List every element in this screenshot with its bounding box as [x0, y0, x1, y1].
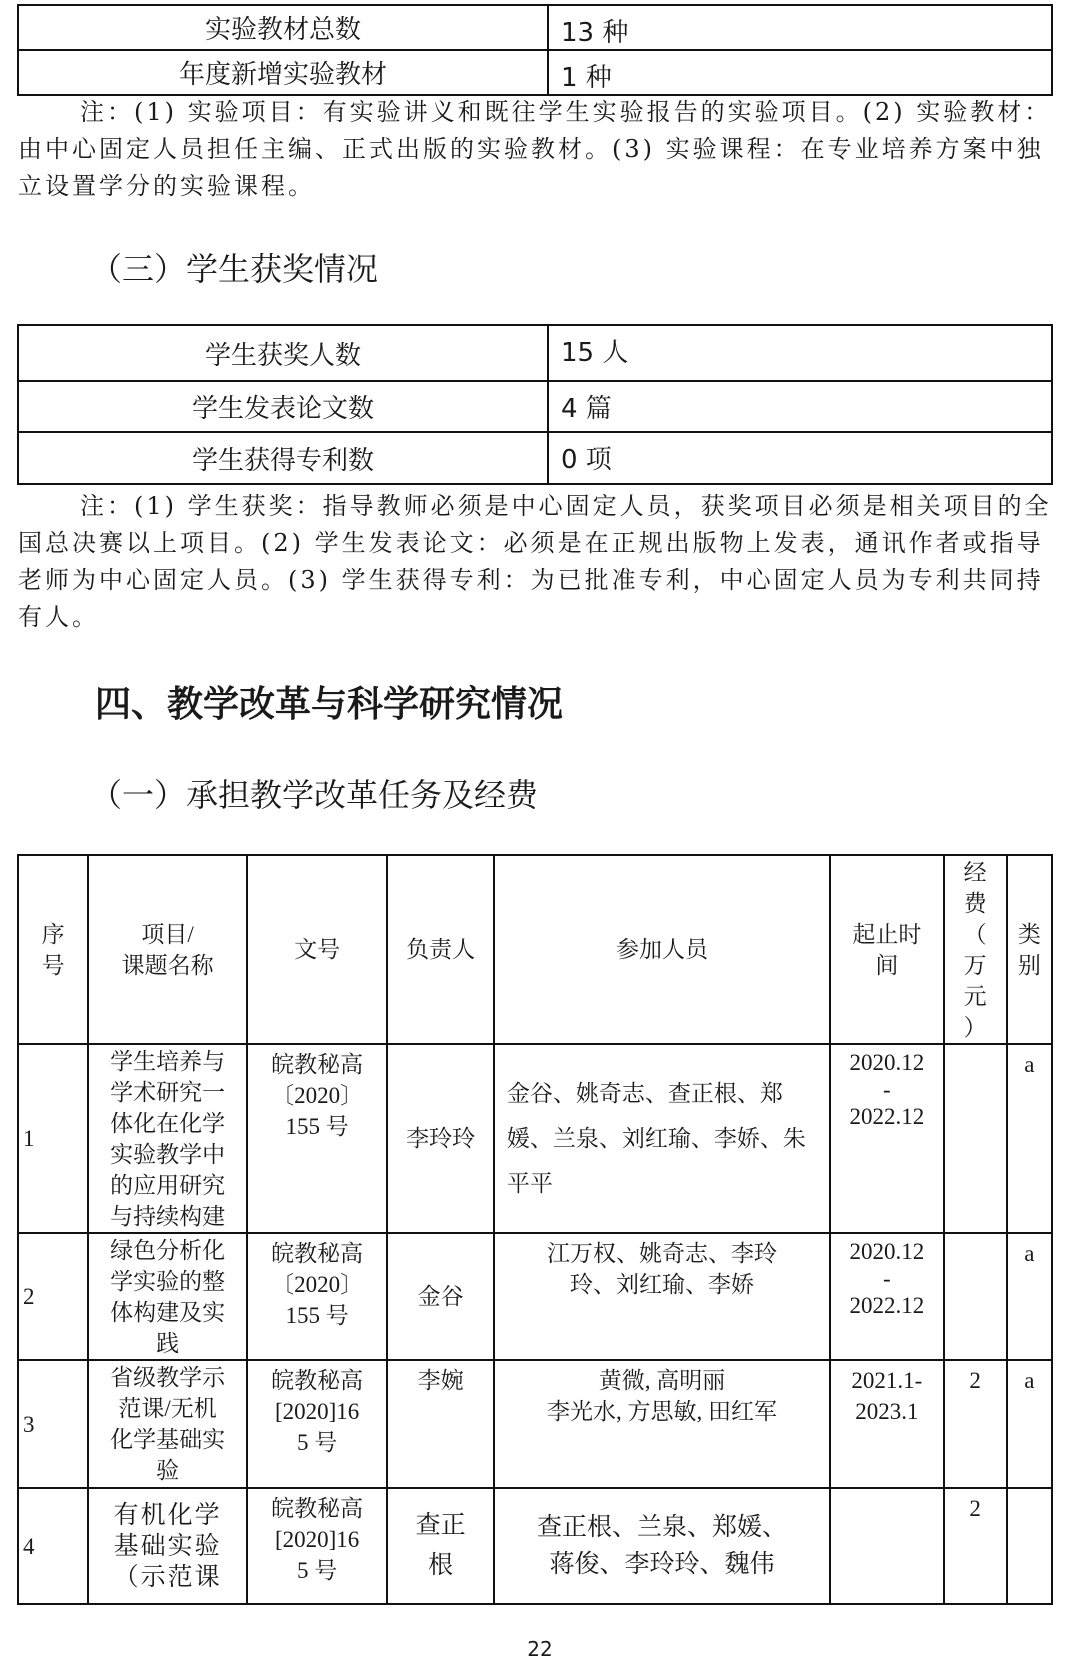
table-row: [18, 50, 1052, 95]
row-period: 2020.12 - 2022.12: [830, 1044, 943, 1233]
row-period: 2021.1- 2023.1: [830, 1360, 943, 1488]
table-row: [18, 432, 1052, 484]
section-title-awards: （三）学生获奖情况: [90, 250, 379, 288]
row-leader: 李玲玲: [387, 1044, 493, 1233]
row-name: 省级教学示 范课/无机 化学基础实 验: [88, 1360, 247, 1488]
row-fund: 2: [944, 1488, 1007, 1604]
chapter-title: 四、教学改革与科学研究情况: [95, 684, 564, 725]
materials-table: [17, 4, 1053, 96]
awards-table: [17, 324, 1053, 485]
row-type: [1007, 1488, 1052, 1604]
materials-new-label: 年度新增实验教材: [18, 50, 548, 95]
awards-count-value: 15 人: [548, 325, 1052, 381]
papers-count-label: 学生发表论文数: [18, 381, 548, 432]
table-row: [18, 381, 1052, 432]
patents-count-label: 学生获得专利数: [18, 432, 548, 484]
row-doc: 皖教秘高 [2020]16 5 号: [247, 1360, 388, 1488]
table-row: [18, 5, 1052, 50]
row-members: 金谷、姚奇志、查正根、郑媛、兰泉、刘红瑜、李娇、朱平平: [494, 1044, 830, 1233]
table-row: [18, 1360, 1052, 1488]
patents-count-value: 0 项: [548, 432, 1052, 484]
row-leader: 金谷: [387, 1233, 493, 1360]
row-name: 学生培养与 学术研究一 体化在化学 实验教学中 的应用研究 与持续构建: [88, 1044, 247, 1233]
note-materials: 注：(1) 实验项目：有实验讲义和既往学生实验报告的实验项目。(2) 实验教材：由中心固定人员担任主编、正式出版的实验教材。(3) 实验课程：在专业培养方案中独立设置学分的实验课程。: [18, 98, 1052, 200]
awards-count-label: 学生获奖人数: [18, 325, 548, 381]
header-fund: 经 费 （ 万 元 ）: [944, 855, 1007, 1044]
row-type: a: [1007, 1360, 1052, 1488]
table-row: [18, 1488, 1052, 1604]
row-period: [830, 1488, 943, 1604]
row-members: 查正根、兰泉、郑媛、 蒋俊、李玲玲、魏伟: [494, 1488, 830, 1604]
row-doc: 皖教秘高 〔2020〕 155 号: [247, 1044, 388, 1233]
row-no: 4: [18, 1488, 88, 1604]
row-members: 黄微, 高明丽 李光水, 方思敏, 田红军: [494, 1360, 830, 1488]
row-no: 1: [18, 1044, 88, 1233]
row-leader: 李婉: [387, 1360, 493, 1488]
materials-total-value: 13 种: [548, 5, 1052, 50]
header-members: 参加人员: [494, 855, 830, 1044]
header-no: 序 号: [18, 855, 88, 1044]
table-row: [18, 1044, 1052, 1233]
row-fund: 2: [944, 1360, 1007, 1488]
row-leader: 查正 根: [387, 1488, 493, 1604]
header-name: 项目/ 课题名称: [88, 855, 247, 1044]
page-number: 22: [527, 1637, 553, 1661]
row-fund: [944, 1044, 1007, 1233]
row-type: a: [1007, 1233, 1052, 1360]
materials-new-value: 1 种: [548, 50, 1052, 95]
row-type: a: [1007, 1044, 1052, 1233]
row-name: 有机化学 基础实验 （示范课: [88, 1488, 247, 1604]
reform-table: [17, 854, 1053, 1605]
row-doc: 皖教秘高 [2020]16 5 号: [247, 1488, 388, 1604]
header-leader: 负责人: [387, 855, 493, 1044]
section-title-reform: （一）承担教学改革任务及经费: [90, 776, 539, 814]
header-period: 起止时 间: [830, 855, 943, 1044]
note-awards: 注：(1) 学生获奖：指导教师必须是中心固定人员，获奖项目必须是相关项目的全国总决赛以上项目。(2) 学生发表论文：必须是在正规出版物上发表，通讯作者或指导老师为中心固定人员。(3) 学生获得专利：为已批准专利，中心固定人员为专利共同持有人。: [18, 492, 1052, 631]
row-no: 3: [18, 1360, 88, 1488]
header-type: 类 别: [1007, 855, 1052, 1044]
row-period: 2020.12 - 2022.12: [830, 1233, 943, 1360]
row-members: 江万权、姚奇志、李玲 玲、刘红瑜、李娇: [494, 1233, 830, 1360]
row-doc: 皖教秘高 〔2020〕 155 号: [247, 1233, 388, 1360]
row-no: 2: [18, 1233, 88, 1360]
materials-total-label: 实验教材总数: [18, 5, 548, 50]
row-name: 绿色分析化 学实验的整 体构建及实 践: [88, 1233, 247, 1360]
table-row: [18, 325, 1052, 381]
table-header-row: [18, 855, 1052, 1044]
header-doc: 文号: [247, 855, 388, 1044]
papers-count-value: 4 篇: [548, 381, 1052, 432]
table-row: [18, 1233, 1052, 1360]
row-fund: [944, 1233, 1007, 1360]
